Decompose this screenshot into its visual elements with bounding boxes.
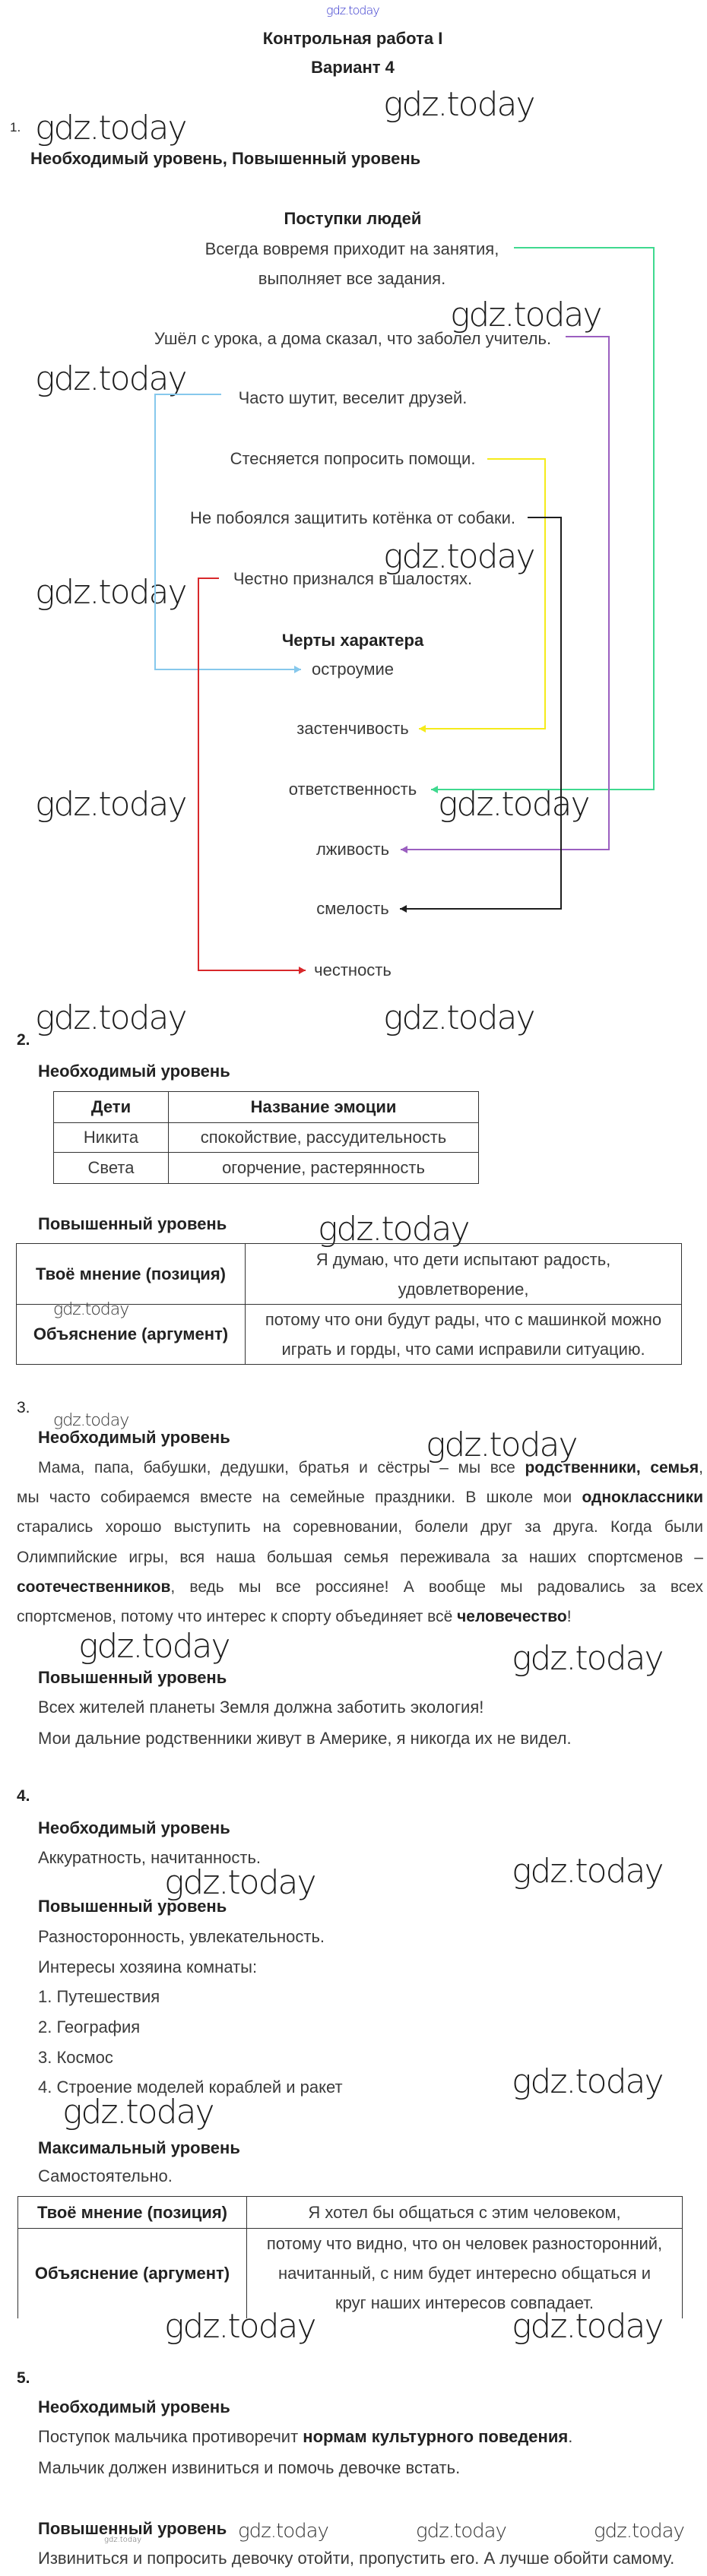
actions-title: Поступки людей (284, 209, 422, 228)
watermark: gdz.today (426, 1426, 577, 1464)
table-row (17, 1244, 682, 1305)
cell-line: начитанный, с ним будет интересно общаться и (277, 2264, 652, 2283)
trait-item: смелость (316, 899, 389, 918)
watermark: gdz.today (53, 1300, 129, 1319)
bold-term: одноклассники (582, 1489, 703, 1507)
answer-line: Разносторонность, увлекательность. (38, 1927, 325, 1946)
list-item: 2. География (38, 2017, 141, 2036)
arrowhead-icon (431, 786, 438, 793)
variant-title: Вариант 4 (311, 58, 395, 77)
watermark: gdz.today (53, 1411, 129, 1430)
watermark: gdz.today (35, 359, 186, 398)
level-heading: Повышенный уровень (38, 2519, 227, 2538)
text: мы часто собираемся вместе на семейные праздники. В школе мои (17, 1489, 582, 1507)
column-header: Название эмоции (169, 1092, 479, 1123)
column-header: Дети (54, 1092, 169, 1123)
text: старались хорошо выступить на соревновании, болели друг за друга. Когда были (17, 1518, 703, 1536)
argument-cell (246, 1305, 682, 1365)
cell-line: удовлетворение, (398, 1279, 529, 1299)
trait-item: честность (314, 960, 392, 979)
question-number: 2. (17, 1031, 30, 1049)
watermark: gdz.today (594, 2520, 684, 2543)
table-cell: огорчение, растерянность (169, 1153, 479, 1184)
watermark: gdz.today (383, 537, 534, 576)
answer-line: Мои дальние родственники живут в Америке, я никогда их не видел. (38, 1729, 572, 1748)
paragraph-line (17, 1483, 703, 1512)
argument-cell (247, 2229, 683, 2318)
answer-line (38, 2427, 572, 2447)
watermark: gdz.today (164, 2307, 315, 2346)
page-title: Контрольная работа I (262, 29, 443, 48)
opinion-cell (247, 2197, 683, 2229)
watermark: gdz.today (512, 1639, 663, 1678)
watermark: gdz.today (164, 1863, 315, 1902)
action-item: Ушёл с урока, а дома сказал, что заболел учитель. (154, 329, 552, 348)
opinion-cell (246, 1244, 682, 1305)
text: , ведь мы все россияне! А вообще мы радовались за всех (170, 1578, 703, 1596)
arrowhead-icon (299, 967, 306, 974)
arrowhead-icon (401, 846, 407, 853)
cell-line: Я думаю, что дети испытают радость, (315, 1249, 611, 1269)
trait-item: застенчивость (296, 719, 409, 738)
list-item: 4. Строение моделей кораблей и ракет (38, 2078, 343, 2097)
paragraph-line (17, 1512, 703, 1542)
answer-line: Мальчик должен извиниться и помочь девочке встать. (38, 2458, 461, 2477)
action-item: Не побоялся защитить котёнка от собаки. (189, 508, 516, 527)
opinion-table (16, 1243, 682, 1365)
cell-line: играть и горды, что сами исправили ситуацию. (281, 1340, 645, 1359)
answer-line: Самостоятельно. (38, 2166, 173, 2185)
level-heading: Максимальный уровень (38, 2138, 240, 2157)
watermark: gdz.today (512, 2307, 663, 2346)
level-heading: Повышенный уровень (38, 1214, 227, 1233)
trait-item: остроумие (312, 660, 394, 679)
traits-title: Черты характера (281, 631, 424, 650)
answer-line: Аккуратность, начитанность. (38, 1848, 262, 1867)
action-item: Честно признался в шалостях. (233, 569, 473, 588)
opinion-label: Твоё мнение (позиция) (18, 2197, 247, 2229)
list-item: 1. Путешествия (38, 1987, 160, 2006)
arrowhead-icon (400, 905, 407, 913)
cell-line: потому что они будут рады, что с машинкой можно (265, 1310, 662, 1329)
text: , (699, 1459, 703, 1476)
text: Олимпийские игры, вся наша большая семья переживала за наших спортсменов – (17, 1548, 703, 1566)
table-row (17, 1305, 682, 1365)
bold-term: человечество (457, 1607, 567, 1625)
bold-term: соотечественников (17, 1578, 171, 1596)
answer-line: Интересы хозяина комнаты: (38, 1957, 258, 1976)
question-number: 4. (17, 1787, 30, 1805)
table-cell: спокойствие, рассудительность (169, 1123, 479, 1153)
action-item: Стесняется попросить помощи. (230, 449, 476, 468)
arrowhead-icon (294, 666, 301, 673)
action-item: Всегда вовремя приходит на занятия, (204, 239, 499, 258)
question-number: 3. (17, 1399, 30, 1416)
cell-line: потому что видно, что он человек разносторонний, (266, 2234, 663, 2254)
watermark: gdz.today (104, 2536, 142, 2544)
question-number: 1. (10, 120, 21, 134)
level-heading: Необходимый уровень, Повышенный уровень (30, 149, 421, 168)
watermark: gdz.today (512, 2062, 663, 2101)
level-heading: Необходимый уровень (38, 1062, 230, 1081)
watermark: gdz.today (416, 2520, 506, 2543)
trait-item: лживость (315, 840, 390, 859)
text: . (568, 2427, 573, 2446)
action-item: Часто шутит, веселит друзей. (238, 388, 468, 407)
paragraph-line (17, 1572, 703, 1602)
answer-line: Всех жителей планеты Земля должна заботить экология! (38, 1698, 484, 1717)
level-heading: Необходимый уровень (38, 1428, 230, 1447)
paragraph-line (17, 1543, 703, 1572)
connector-line (419, 459, 545, 729)
level-heading: Повышенный уровень (38, 1668, 227, 1687)
level-heading: Повышенный уровень (38, 1897, 227, 1916)
level-heading: Необходимый уровень (38, 1818, 230, 1837)
answer-paragraph (17, 1453, 703, 1631)
watermark: gdz.today (383, 998, 534, 1037)
text: спортсменов, потому что интерес к спорту объединяет всё (17, 1607, 458, 1625)
argument-label: Объяснение (аргумент) (18, 2229, 247, 2318)
text: Мама, папа, бабушки, дедушки, братья и сёстры – мы все (38, 1459, 525, 1476)
watermark: gdz.today (318, 1210, 469, 1248)
watermark: gdz.today (35, 573, 186, 612)
table-row (54, 1123, 479, 1153)
argument-label: Объяснение (аргумент) (17, 1305, 246, 1365)
table-row (54, 1153, 479, 1184)
watermark: gdz.today (450, 296, 601, 334)
action-item: выполняет все задания. (258, 269, 446, 288)
watermark: gdz.today (35, 998, 186, 1037)
bold-term: родственники, семья (525, 1459, 699, 1476)
table-row (18, 2229, 683, 2318)
list-item: 3. Космос (38, 2048, 113, 2067)
connector-line (155, 394, 301, 669)
watermark: gdz.today (62, 2093, 214, 2131)
watermark: gdz.today (78, 1627, 230, 1666)
watermark: gdz.today (35, 109, 186, 147)
opinion-label: Твоё мнение (позиция) (17, 1244, 246, 1305)
paragraph-line (17, 1453, 703, 1483)
watermark: gdz.today (438, 785, 589, 824)
arrowhead-icon (419, 725, 426, 733)
table-row (18, 2197, 683, 2229)
cell-line: Я хотел бы общаться с этим человеком, (308, 2203, 621, 2222)
watermark: gdz.today (238, 2520, 328, 2543)
watermark: gdz.today (383, 85, 534, 124)
level-heading: Необходимый уровень (38, 2397, 230, 2416)
watermark: gdz.today (512, 1852, 663, 1891)
text: ! (566, 1607, 572, 1625)
connector-line (401, 337, 609, 850)
answer-line: Извиниться и попросить девочку отойти, пропустить его. А лучше обойти самому. (38, 2549, 675, 2568)
text: Поступок мальчика противоречит (38, 2427, 303, 2446)
watermark: gdz.today (35, 785, 186, 824)
emotions-table (53, 1091, 479, 1184)
paragraph-line (17, 1602, 703, 1631)
question-number: 5. (17, 2369, 30, 2387)
opinion-table (17, 2196, 683, 2318)
watermark: gdz.today (326, 3, 379, 17)
table-cell: Никита (54, 1123, 169, 1153)
table-cell: Света (54, 1153, 169, 1184)
trait-item: ответственность (288, 780, 417, 799)
bold-term: нормам культурного поведения (303, 2427, 569, 2446)
cell-line: круг наших интересов совпадает. (334, 2293, 594, 2313)
table-header-row (54, 1092, 479, 1123)
